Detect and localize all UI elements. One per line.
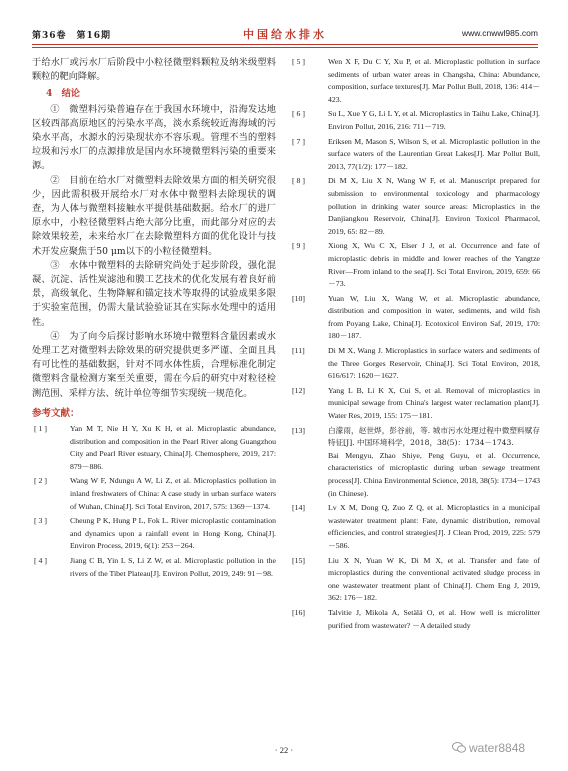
reference-number: [ 8 ] <box>292 176 305 186</box>
reference-item <box>32 423 276 473</box>
reference-number: [12] <box>292 385 305 395</box>
reference-text: Eriksen M, Mason S, Wilson S, et al. Microplastic pollution in the surface waters of the Laurentian Great Lakes[J]. Mar Pollut Bull, 2013, 77(1/2): 177－182. <box>328 136 540 171</box>
reference-text: Di M X, Liu X N, Wang W F, et al. Manuscript prepared for submission to environmental toxicology and pharmacology pollution in drinking water source areas: Microplastics in the Danjiangkou Reservoir, China[J]. Environ Toxicol Pharmacol, 2019, 65: 82－89. <box>328 176 540 236</box>
section-heading-conclusion: 4 结论 <box>46 88 80 100</box>
reference-item <box>290 502 540 552</box>
reference-number: [13] <box>292 425 305 435</box>
reference-item <box>290 607 540 632</box>
reference-text: Yuan W, Liu X, Wang W, et al. Microplastic abundance, distribution and composition in water, sediments, and wild fish from Poyang Lake, China[J]. Ecotoxicol Environ Saf, 2019, 170: 180－187. <box>328 293 540 341</box>
reference-number: [ 3 ] <box>34 516 47 526</box>
left-column <box>32 56 276 582</box>
reference-item <box>32 475 276 513</box>
reference-item <box>290 136 540 174</box>
conclusion-paragraph-3: ③ 水体中微塑料的去除研究尚处于起步阶段，强化混凝、沉淀、活性炭滤池和膜工艺技术的优化发展有着良好前景，高级氧化、生物降解和锚定技术等取得的试验成果多限于实验室范围，仍需大量试验验证其在实际水处理中的适用性。 <box>32 259 276 328</box>
reference-number: [11] <box>292 346 305 356</box>
watermark-text: water8848 <box>469 741 526 755</box>
header-rule-thin <box>32 47 538 48</box>
reference-text-chinese: 白濛雨，赵世烨，彭谷前，等. 城市污水处理过程中微塑料赋存特征[J]. 中国环境科学，2018，38(5)：1734－1743. <box>328 425 540 448</box>
reference-text: Yan M T, Nie H Y, Xu K H, et al. Microplastic abundance, distribution and composition in the Pearl River along Guangzhou City and Pearl River estuary, China[J]. Chemosphere, 2019, 217: 879－886. <box>70 424 276 471</box>
reference-item <box>290 293 540 343</box>
reference-item <box>290 240 540 290</box>
reference-item <box>32 515 276 553</box>
volume-issue: 第36卷 第16期 <box>32 31 112 41</box>
reference-number: [ 5 ] <box>292 57 305 66</box>
reference-item <box>290 175 540 238</box>
references-heading: 参考文献： <box>32 407 80 419</box>
journal-url[interactable]: www.cnwwl985.com <box>461 28 538 38</box>
reference-item <box>290 56 540 106</box>
reference-item <box>290 345 540 383</box>
reference-item <box>32 555 276 580</box>
reference-number: [ 9 ] <box>292 241 305 251</box>
reference-number: [14] <box>292 503 305 513</box>
reference-number: [10] <box>292 293 305 303</box>
page-header <box>32 26 538 42</box>
reference-text: Xiong X, Wu C X, Elser J J, et al. Occurrence and fate of microplastic debris in middle and lower reaches of the Yangtze River—From inland to the sea[J]. Sci Total Environ, 2019, 659: 66－73. <box>328 241 540 289</box>
reference-text: Jiang C B, Yin L S, Li Z W, et al. Microplastic pollution in the rivers of the Tibet Plateau[J]. Environ Pollut, 2019, 249: 91－98. <box>70 556 276 578</box>
right-column <box>290 56 540 634</box>
reference-text: Cheung P K, Hung P L, Fok L. River microplastic contamination and dynamics upon a rainfall event in Hong Kong, China[J]. Environ Process, 2019, 6(1): 253－264. <box>70 516 276 551</box>
reference-text: Talvitie J, Mikola A, Setälä O, et al. How well is microlitter purified from wastewater? －A detailed study <box>328 607 540 630</box>
reference-text: Lv X M, Dong Q, Zuo Z Q, et al. Microplastics in a municipal wastewater treatment plant: Fate, dynamic distribution, removal efficiencies, and control strategies[J]. J Clean Prod, 2019, 225: 579－586. <box>328 503 540 550</box>
reference-item <box>290 385 540 423</box>
reference-text: Su L, Xue Y G, Li L Y, et al. Microplastics in Taihu Lake, China[J]. Environ Pollut, 2016, 216: 711－719. <box>328 109 540 131</box>
journal-title: 中国给水排水 <box>243 28 327 41</box>
reference-number: [16] <box>292 607 305 617</box>
wechat-icon <box>452 742 466 753</box>
reference-item <box>290 108 540 133</box>
reference-item <box>290 425 540 501</box>
reference-text: Liu X N, Yuan W K, Di M X, et al. Transfer and fate of microplastics during the conventional activated sludge process in one wastewater treatment plant of China[J]. Chem Eng J, 2019, 362: 176－182. <box>328 555 540 603</box>
reference-text: Yang L B, Li K X, Cui S, et al. Removal of microplastics in municipal sewage from China's largest water reclamation plant[J]. Water Res, 2019, 155: 175－181. <box>328 385 540 421</box>
reference-text: Wang W F, Ndungu A W, Li Z, et al. Microplastics pollution in inland freshwaters of China: A case study in urban surface waters of Wuhan, China[J]. Sci Total Environ, 2017, 575: 1369－1374. <box>70 476 276 511</box>
reference-number: [15] <box>292 555 305 565</box>
watermark <box>452 741 525 755</box>
conclusion-paragraph-1: ① 微塑料污染普遍存在于我国水环境中，沿海发达地区较西部高原地区的污染水平高，淡水系统较近海海域的污染水平高，水源水的污染现状亦不容乐观。管理不当的塑料垃圾和污水厂的点源排放是国内水环境微塑料污染的重要来源。 <box>32 103 276 172</box>
reference-number: [ 1 ] <box>34 424 47 434</box>
reference-text: Wen X F, Du C Y, Xu P, et al. Microplastic pollution in surface sediments of urban water areas in Changsha, China: Abundance, composition, surface textures[J]. Mar Pollut Bull, 2018, 136: 414－423. <box>328 57 540 104</box>
conclusion-paragraph-2: ② 目前在给水厂对微塑料去除效果方面的相关研究很少，因此需积极开展给水厂对水体中微塑料去除现状的调查，为人体与微塑料接触水平提供基础数据。给水厂的进厂原水中，小粒径微塑料占绝大部分比重，而此部分对应的去除效果较差，未来给水厂在去除微塑料方面的优化设计与技术开发应聚焦于50 μm以下的小粒径微塑料。 <box>32 174 276 257</box>
header-rule <box>32 44 538 45</box>
page-number: · 22 · <box>274 745 294 755</box>
reference-text-translation: Bai Mengyu, Zhao Shiye, Peng Guyu, et al. Occurrence, characteristics of microplastic during urban sewage treatment process[J]. China Environmental Science, 2018, 38(5): 1734－1743 (in Chinese). <box>328 450 540 498</box>
reference-number: [ 7 ] <box>292 136 305 146</box>
reference-number: [ 6 ] <box>292 109 305 119</box>
reference-number: [ 4 ] <box>34 556 47 566</box>
reference-item <box>290 555 540 605</box>
reference-text: Di M X, Wang J. Microplastics in surface waters and sediments of the Three Gorges Reservoir, China[J]. Sci Total Environ, 2018, 616/617: 1620－1627. <box>328 346 540 381</box>
intro-paragraph: 于给水厂或污水厂后阶段中小粒径微塑料颗粒及纳米级塑料颗粒的靶向降解。 <box>32 57 276 83</box>
reference-number: [ 2 ] <box>34 476 47 486</box>
conclusion-paragraph-4: ④ 为了向今后探讨影响水环境中微塑料含量因素或水处理工艺对微塑料去除效果的研究提供更多严谨、全面且具有可比性的基础数据，针对不同水体性质，合理标准化制定微塑料含量检测方案至关重要，需在今后的研究中对粒径检测范围、采样方法、统计单位等细节实现统一规范化。 <box>32 330 276 399</box>
